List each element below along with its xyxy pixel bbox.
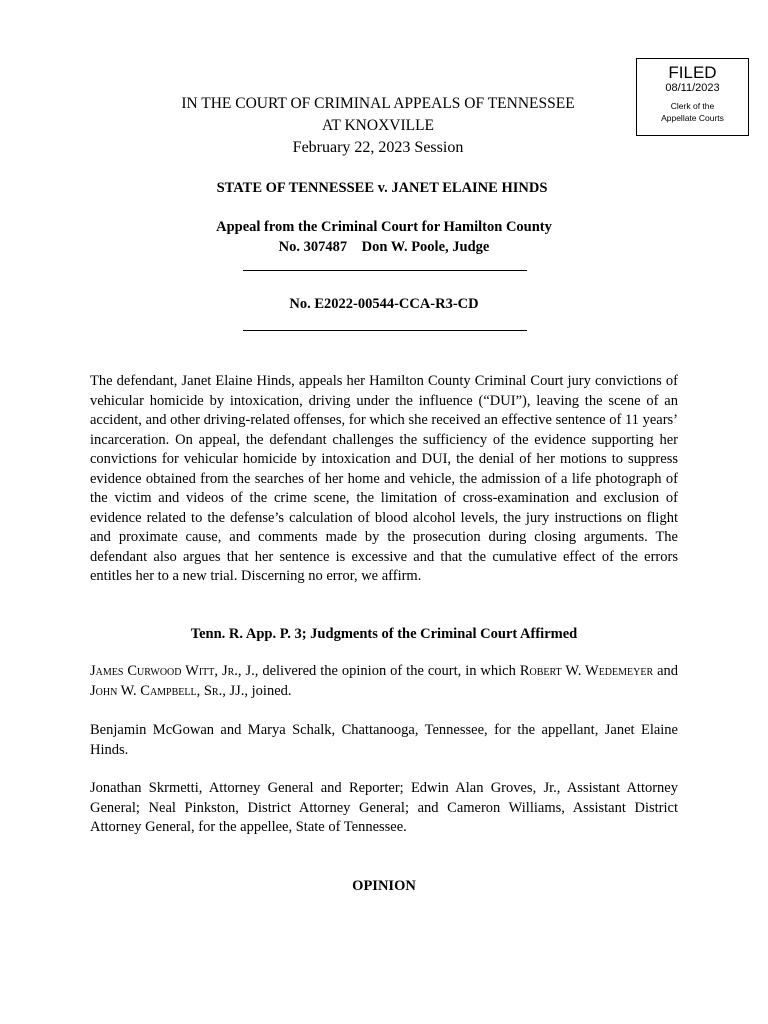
court-name: IN THE COURT OF CRIMINAL APPEALS OF TENNESSEE [181, 95, 575, 112]
divider-top [243, 270, 527, 271]
appeal-from: Appeal from the Criminal Court for Hamilton County [216, 219, 552, 235]
authorship-text: , delivered the opinion of the court, in which [254, 663, 520, 679]
divider-bottom [243, 330, 527, 331]
stamp-filed: FILED [668, 63, 717, 82]
authorship-end: , joined. [244, 682, 292, 699]
authoring-judge: James Curwood Witt, Jr., J. [90, 663, 255, 679]
authorship-paragraph [90, 662, 678, 701]
counsel-appellee: Jonathan Skrmetti, Attorney General and Reporter; Edwin Alan Groves, Jr., Assistant Attorney General; Neal Pinkston, District Attorney General; and Cameron Williams, Assistant District Attorney General, for the appellee, State of Tennessee. [90, 780, 678, 835]
stamp-clerk-line1: Clerk of the [670, 101, 715, 111]
docket-number: No. E2022-00544-CCA-R3-CD [289, 296, 479, 312]
trial-number-judge: No. 307487 Don W. Poole, Judge [278, 239, 490, 255]
court-location: AT KNOXVILLE [321, 117, 435, 134]
case-style: STATE OF TENNESSEE v. JANET ELAINE HINDS [216, 180, 548, 196]
case-summary: The defendant, Janet Elaine Hinds, appeals her Hamilton County Criminal Court jury convictions of vehicular homicide by intoxication, driving under the influence (“DUI”), leaving the scene of an accident, and other driving-related offenses, for which she received an effective sentence of 11 years’ incarceration. On appeal, the defendant challenges the sufficiency of the evidence supporting her convictions for vehicular homicide by intoxication and DUI, the denial of her motions to suppress evidence obtained from the searches of her home and vehicle, the admission of a life photograph of the victim and videos of the crime scene, the limitation of cross-examination and exclusion of evidence related to the defense’s calculation of blood alcohol levels, the jury instructions on flight and proximate cause, and comments made by the prosecution during closing arguments. The defendant also argues that her sentence is excessive and that the cumulative effect of the errors entitles her to a new trial. Discerning no error, we affirm. [90, 373, 678, 584]
opinion-heading: OPINION [352, 878, 416, 894]
authorship-and: and [653, 663, 679, 679]
session-date: February 22, 2023 Session [292, 139, 464, 156]
disposition-line: Tenn. R. App. P. 3; Judgments of the Criminal Court Affirmed [190, 626, 578, 642]
counsel-appellant: Benjamin McGowan and Marya Schalk, Chattanooga, Tennessee, for the appellant, Janet Elaine Hinds. [90, 722, 678, 758]
stamp-date: 08/11/2023 [665, 82, 720, 94]
joining-judge-1: Robert W. Wedemeyer [519, 663, 654, 679]
stamp-clerk-line2: Appellate Courts [661, 113, 724, 123]
joining-judge-2: John W. Campbell, Sr., JJ. [90, 682, 245, 699]
